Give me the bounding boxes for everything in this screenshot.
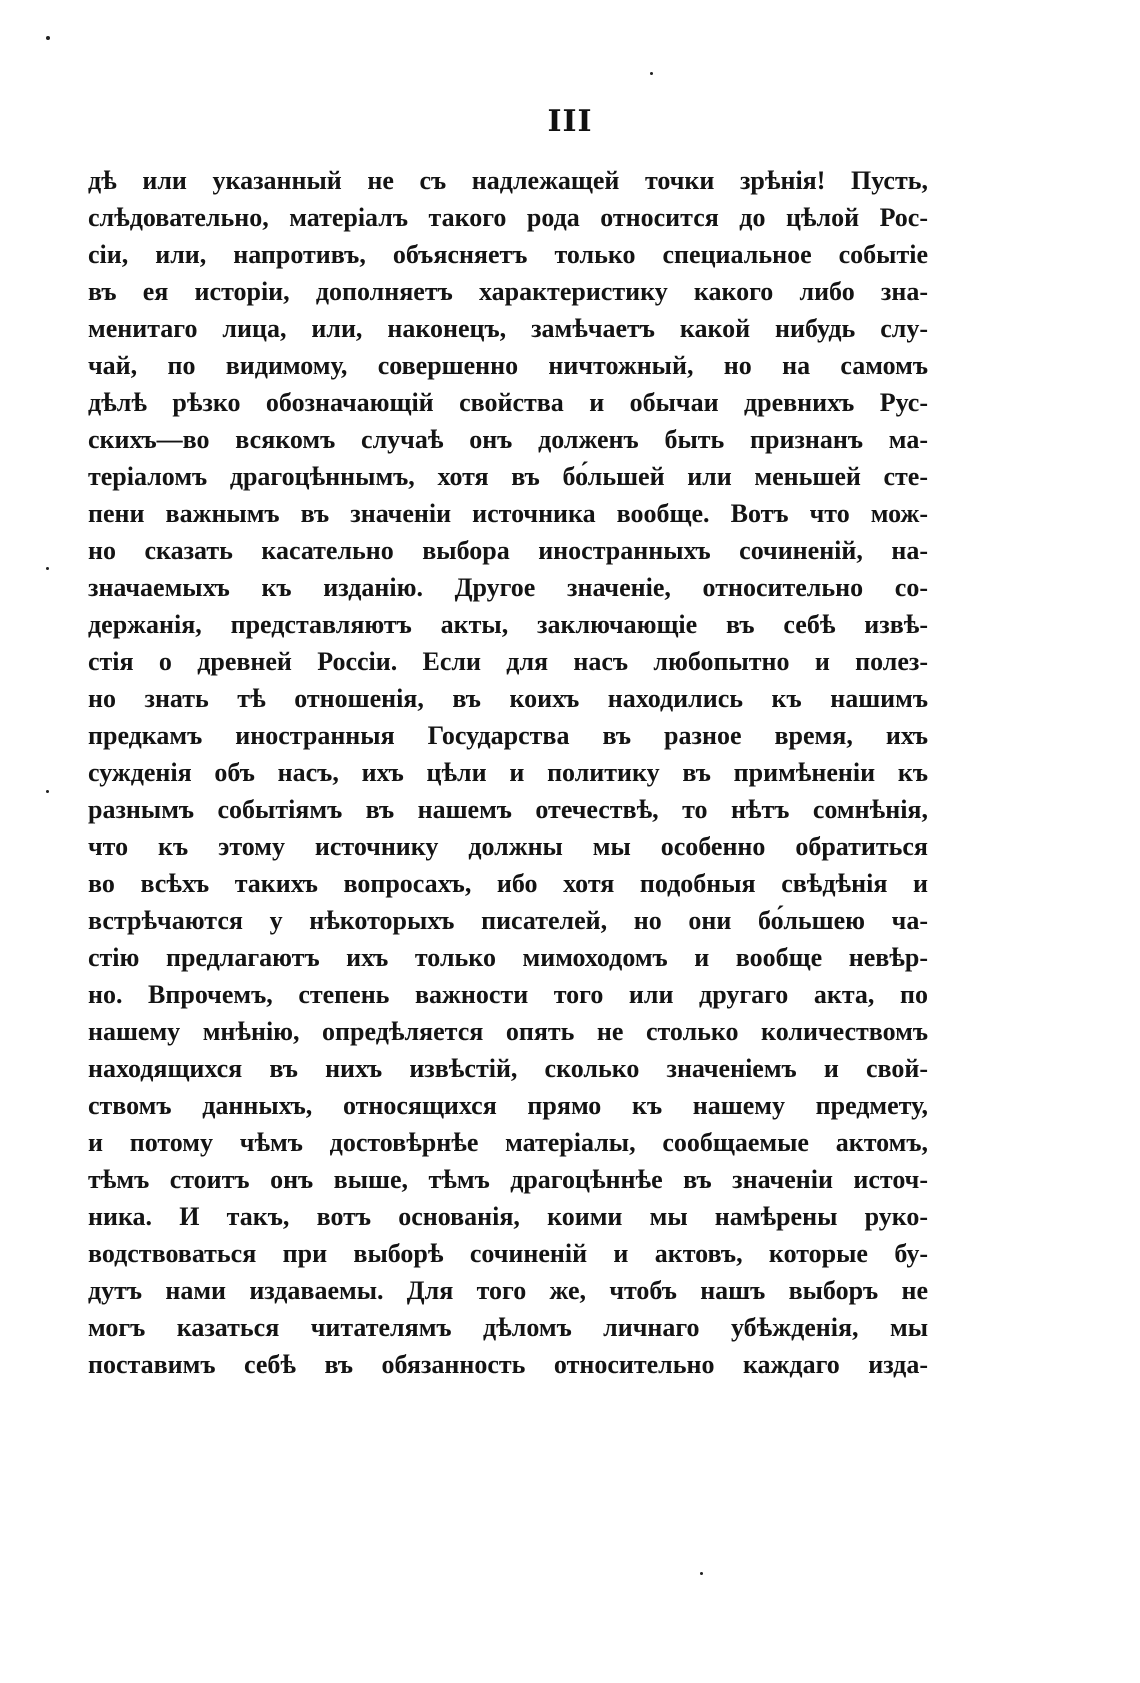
text-line: встрѣчаются у нѣкоторыхъ писателей, но они бо́льшею ча- — [88, 906, 928, 935]
text-line: и потому чѣмъ достовѣрнѣе матеріалы, сообщаемые актомъ, — [88, 1128, 928, 1157]
text-line: поставимъ себѣ въ обязанность относительно каждаго изда- — [88, 1350, 928, 1379]
text-line: но. Впрочемъ, степень важности того или другаго акта, по — [88, 980, 928, 1009]
text-line: въ ея исторіи, дополняетъ характеристику какого либо зна- — [88, 277, 928, 306]
text-line: тѣмъ стоитъ онъ выше, тѣмъ драгоцѣннѣе въ значеніи источ- — [88, 1165, 928, 1194]
text-line: стія о древней Россіи. Если для насъ любопытно и полез- — [88, 647, 928, 676]
text-line: теріаломъ драгоцѣннымъ, хотя въ бо́льшей или меньшей сте- — [88, 462, 928, 491]
text-line: водствоваться при выборѣ сочиненій и актовъ, которые бу- — [88, 1239, 928, 1268]
text-line: дутъ нами издаваемы. Для того же, чтобъ нашъ выборъ не — [88, 1276, 928, 1305]
text-line: сужденія объ насъ, ихъ цѣли и политику въ примѣненіи къ — [88, 758, 928, 787]
text-line: могъ казаться читателямъ дѣломъ личнаго убѣжденія, мы — [88, 1313, 928, 1342]
text-line: сіи, или, напротивъ, объясняетъ только специальное событіе — [88, 240, 928, 269]
page-number: III — [547, 104, 593, 139]
text-line: во всѣхъ такихъ вопросахъ, ибо хотя подобныя свѣдѣнія и — [88, 869, 928, 898]
text-line: находящихся въ нихъ извѣстій, сколько значеніемъ и свой- — [88, 1054, 928, 1083]
text-line: стію предлагаютъ ихъ только мимоходомъ и вообще невѣр- — [88, 943, 928, 972]
text-line: слѣдовательно, матеріалъ такого рода относится до цѣлой Рос- — [88, 203, 928, 232]
body-text — [88, 162, 928, 1383]
scan-speck — [650, 72, 653, 75]
scan-speck — [700, 1572, 703, 1575]
scan-speck — [46, 790, 49, 793]
text-line: ствомъ данныхъ, относящихся прямо къ нашему предмету, — [88, 1091, 928, 1120]
scan-speck — [46, 567, 49, 570]
text-line: менитаго лица, или, наконецъ, замѣчаетъ какой нибудь слу- — [88, 314, 928, 343]
text-line: ника. И такъ, вотъ основанія, коими мы намѣрены руко- — [88, 1202, 928, 1231]
text-line: скихъ—во всякомъ случаѣ онъ долженъ быть признанъ ма- — [88, 425, 928, 454]
text-line: значаемыхъ къ изданію. Другое значеніе, относительно со- — [88, 573, 928, 602]
text-line: но знать тѣ отношенія, въ коихъ находились къ нашимъ — [88, 684, 928, 713]
text-line: нашему мнѣнію, опредѣляется опять не столько количествомъ — [88, 1017, 928, 1046]
text-line: дѣлѣ рѣзко обозначающій свойства и обычаи древнихъ Рус- — [88, 388, 928, 417]
text-line: держанія, представляютъ акты, заключающіе въ себѣ извѣ- — [88, 610, 928, 639]
text-line: дѣ или указанный не съ надлежащей точки зрѣнія! Пусть, — [88, 166, 928, 195]
text-line: предкамъ иностранныя Государства въ разное время, ихъ — [88, 721, 928, 750]
text-line: что къ этому источнику должны мы особенно обратиться — [88, 832, 928, 861]
text-line: разнымъ событіямъ въ нашемъ отечествѣ, то нѣтъ сомнѣнія, — [88, 795, 928, 824]
text-line: но сказать касательно выбора иностранныхъ сочиненій, на- — [88, 536, 928, 565]
scan-speck — [46, 36, 50, 40]
text-line: пени важнымъ въ значеніи источника вообще. Вотъ что мож- — [88, 499, 928, 528]
text-line: чай, по видимому, совершенно ничтожный, но на самомъ — [88, 351, 928, 380]
